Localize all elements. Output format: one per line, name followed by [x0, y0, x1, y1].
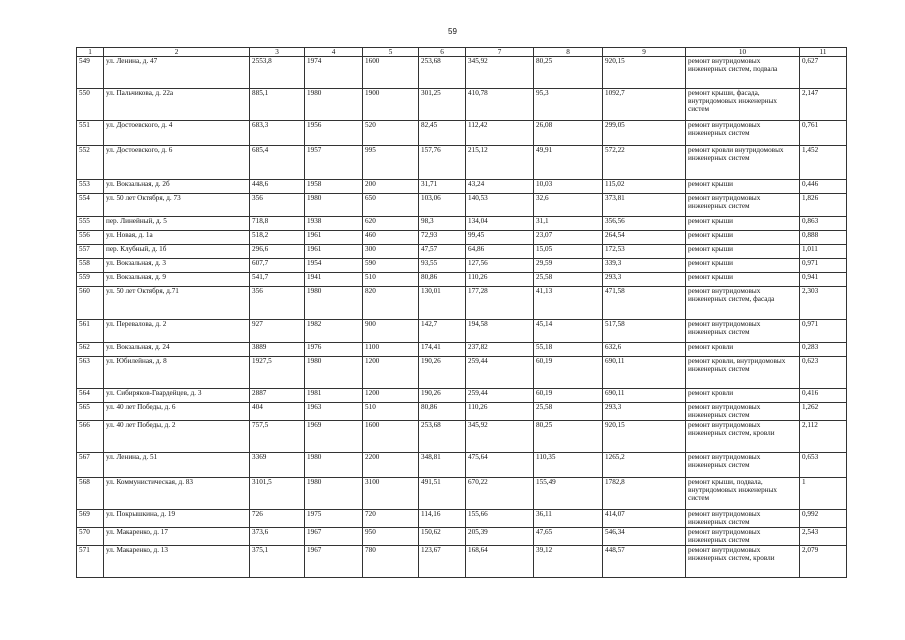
table-cell: 510: [363, 273, 419, 287]
table-cell: 1967: [305, 528, 363, 546]
table-row: [77, 231, 847, 245]
table-cell: 1200: [363, 389, 419, 403]
table-cell: 780: [363, 546, 419, 578]
column-header: 10: [686, 48, 800, 57]
table-cell: 375,1: [250, 546, 305, 578]
table-cell: 80,86: [419, 273, 466, 287]
table-cell: ремонт внутридомовых инженерных систем, фасада: [686, 287, 800, 320]
table-cell: 517,58: [603, 320, 686, 343]
table-row: [77, 510, 847, 528]
table-cell: 373,81: [603, 194, 686, 217]
table-cell: 546,34: [603, 528, 686, 546]
table-cell: 563: [77, 357, 104, 389]
table-cell: ул. Ленина, д. 51: [104, 453, 250, 478]
table-cell: 299,05: [603, 121, 686, 146]
table-cell: 650: [363, 194, 419, 217]
table-cell: 110,35: [534, 453, 603, 478]
table-cell: 556: [77, 231, 104, 245]
table-cell: 569: [77, 510, 104, 528]
table-cell: 1981: [305, 389, 363, 403]
table-cell: 345,92: [466, 421, 534, 453]
table-row: [77, 245, 847, 259]
table-cell: 253,68: [419, 57, 466, 89]
table-cell: 15,05: [534, 245, 603, 259]
table-cell: 757,5: [250, 421, 305, 453]
table-row: [77, 357, 847, 389]
column-header: 11: [800, 48, 847, 57]
table-cell: 110,26: [466, 273, 534, 287]
table-row: [77, 478, 847, 510]
table-cell: 293,3: [603, 273, 686, 287]
table-cell: 264,54: [603, 231, 686, 245]
table-cell: 414,07: [603, 510, 686, 528]
table-cell: ул. Коммунистическая, д. 83: [104, 478, 250, 510]
table-cell: 632,6: [603, 343, 686, 357]
table-cell: ул. Макаренко, д. 17: [104, 528, 250, 546]
table-cell: 683,3: [250, 121, 305, 146]
table-cell: ремонт внутридомовых инженерных систем: [686, 510, 800, 528]
table-cell: 551: [77, 121, 104, 146]
table-cell: 177,28: [466, 287, 534, 320]
table-cell: 720: [363, 510, 419, 528]
table-cell: ремонт кровли, внутридомовых инженерных систем: [686, 357, 800, 389]
housing-repair-table: [76, 47, 847, 578]
table-cell: 1600: [363, 57, 419, 89]
table-cell: 155,49: [534, 478, 603, 510]
table-cell: 1,011: [800, 245, 847, 259]
table-cell: 1980: [305, 357, 363, 389]
table-cell: 460: [363, 231, 419, 245]
table-row: [77, 287, 847, 320]
column-header: 9: [603, 48, 686, 57]
table-cell: 32,6: [534, 194, 603, 217]
table-cell: 194,58: [466, 320, 534, 343]
table-cell: 885,1: [250, 89, 305, 121]
table-cell: 2,079: [800, 546, 847, 578]
table-cell: 553: [77, 180, 104, 194]
table-cell: 0,992: [800, 510, 847, 528]
table-cell: 1927,5: [250, 357, 305, 389]
table-row: [77, 57, 847, 89]
table-cell: 3369: [250, 453, 305, 478]
table-cell: 348,81: [419, 453, 466, 478]
table-row: [77, 273, 847, 287]
table-cell: 115,02: [603, 180, 686, 194]
table-cell: ул. 40 лет Победы, д. 2: [104, 421, 250, 453]
table-row: [77, 343, 847, 357]
table-cell: 1,452: [800, 146, 847, 180]
table-cell: 60,19: [534, 357, 603, 389]
table-cell: 690,11: [603, 357, 686, 389]
table-cell: 718,8: [250, 217, 305, 231]
table-row: [77, 403, 847, 421]
table-row: [77, 121, 847, 146]
table-cell: 3101,5: [250, 478, 305, 510]
table-cell: ул. Вокзальная, д. 9: [104, 273, 250, 287]
table-cell: ремонт кровли: [686, 389, 800, 403]
table-cell: 29,59: [534, 259, 603, 273]
table-cell: 80,25: [534, 421, 603, 453]
table-row: [77, 546, 847, 578]
table-cell: 25,58: [534, 403, 603, 421]
table-cell: 45,14: [534, 320, 603, 343]
table-cell: 550: [77, 89, 104, 121]
table-cell: 491,51: [419, 478, 466, 510]
column-number-row: [77, 48, 847, 57]
table-cell: ремонт внутридомовых инженерных систем, подвала: [686, 57, 800, 89]
table-cell: 1969: [305, 421, 363, 453]
table-cell: ул. Достоевского, д. 6: [104, 146, 250, 180]
table-row: [77, 194, 847, 217]
table-cell: 259,44: [466, 389, 534, 403]
table-cell: 123,67: [419, 546, 466, 578]
table-cell: ул. Вокзальная, д. 24: [104, 343, 250, 357]
table-cell: 80,86: [419, 403, 466, 421]
table-cell: 1200: [363, 357, 419, 389]
table-cell: 1600: [363, 421, 419, 453]
table-cell: ул. Пальчикова, д. 22а: [104, 89, 250, 121]
table-cell: 2,112: [800, 421, 847, 453]
table-cell: 356,56: [603, 217, 686, 231]
table-cell: 140,53: [466, 194, 534, 217]
table-cell: 448,57: [603, 546, 686, 578]
table-cell: 356: [250, 287, 305, 320]
table-cell: 607,7: [250, 259, 305, 273]
table-cell: 1,826: [800, 194, 847, 217]
table-cell: 339,3: [603, 259, 686, 273]
table-cell: 155,66: [466, 510, 534, 528]
table-cell: 10,03: [534, 180, 603, 194]
table-cell: 47,57: [419, 245, 466, 259]
table-cell: ремонт внутридомовых инженерных систем: [686, 453, 800, 478]
table-cell: ул. Ленина, д. 47: [104, 57, 250, 89]
table-row: [77, 180, 847, 194]
table-cell: 900: [363, 320, 419, 343]
table-cell: 560: [77, 287, 104, 320]
table-cell: 549: [77, 57, 104, 89]
table-cell: 566: [77, 421, 104, 453]
table-cell: 590: [363, 259, 419, 273]
table-cell: ул. Вокзальная, д. 2б: [104, 180, 250, 194]
table-cell: ремонт внутридомовых инженерных систем: [686, 403, 800, 421]
table-cell: 1961: [305, 245, 363, 259]
table-cell: 0,627: [800, 57, 847, 89]
column-header: 4: [305, 48, 363, 57]
table-cell: 1961: [305, 231, 363, 245]
table-cell: 541,7: [250, 273, 305, 287]
column-header: 8: [534, 48, 603, 57]
table-cell: ул. 50 лет Октября, д. 73: [104, 194, 250, 217]
table-cell: ремонт внутридомовых инженерных систем: [686, 320, 800, 343]
table-cell: 3100: [363, 478, 419, 510]
table-cell: 36,11: [534, 510, 603, 528]
table-cell: 80,25: [534, 57, 603, 89]
table-cell: ремонт внутридомовых инженерных систем: [686, 528, 800, 546]
table-cell: 1980: [305, 287, 363, 320]
table-cell: 2200: [363, 453, 419, 478]
table-cell: 1900: [363, 89, 419, 121]
table-cell: 31,1: [534, 217, 603, 231]
table-cell: 64,86: [466, 245, 534, 259]
table-cell: 1980: [305, 453, 363, 478]
table-cell: 410,78: [466, 89, 534, 121]
table-cell: 1954: [305, 259, 363, 273]
table-cell: ул. 40 лет Победы, д. 6: [104, 403, 250, 421]
table-cell: ул. Новая, д. 1а: [104, 231, 250, 245]
table-cell: ремонт крыши, подвала, внутридомовых инженерных систем: [686, 478, 800, 510]
table-cell: ремонт внутридомовых инженерных систем, кровли: [686, 421, 800, 453]
table-cell: 301,25: [419, 89, 466, 121]
table-cell: ул. Перевалова, д. 2: [104, 320, 250, 343]
table-cell: 471,58: [603, 287, 686, 320]
table-cell: 1265,2: [603, 453, 686, 478]
table-cell: 1982: [305, 320, 363, 343]
table-cell: ремонт крыши: [686, 180, 800, 194]
table-cell: ремонт крыши: [686, 259, 800, 273]
table-cell: 150,62: [419, 528, 466, 546]
table-cell: 72,93: [419, 231, 466, 245]
table-cell: 570: [77, 528, 104, 546]
table-cell: 559: [77, 273, 104, 287]
table-cell: 1976: [305, 343, 363, 357]
table-cell: ул. Макаренко, д. 13: [104, 546, 250, 578]
table-row: [77, 453, 847, 478]
table-cell: 25,58: [534, 273, 603, 287]
table-row: [77, 146, 847, 180]
table-cell: 1941: [305, 273, 363, 287]
table-cell: 47,65: [534, 528, 603, 546]
table-cell: 0,283: [800, 343, 847, 357]
table-cell: 98,3: [419, 217, 466, 231]
table-cell: 1980: [305, 89, 363, 121]
table-cell: 554: [77, 194, 104, 217]
column-header: 7: [466, 48, 534, 57]
table-row: [77, 421, 847, 453]
column-header: 5: [363, 48, 419, 57]
table-cell: 2,543: [800, 528, 847, 546]
table-cell: 103,06: [419, 194, 466, 217]
table-cell: 995: [363, 146, 419, 180]
table-row: [77, 389, 847, 403]
table-cell: 2887: [250, 389, 305, 403]
table-cell: 95,3: [534, 89, 603, 121]
table-cell: 190,26: [419, 357, 466, 389]
table-cell: 356: [250, 194, 305, 217]
table-cell: 1: [800, 478, 847, 510]
table-cell: 510: [363, 403, 419, 421]
table-cell: 49,91: [534, 146, 603, 180]
table-cell: 1975: [305, 510, 363, 528]
table-cell: 670,22: [466, 478, 534, 510]
column-header: 2: [104, 48, 250, 57]
table-cell: 0,863: [800, 217, 847, 231]
table-cell: 200: [363, 180, 419, 194]
table-cell: 41,13: [534, 287, 603, 320]
table-cell: ул. 50 лет Октября, д.71: [104, 287, 250, 320]
table-cell: 561: [77, 320, 104, 343]
table-cell: ремонт крыши: [686, 231, 800, 245]
table-cell: 1957: [305, 146, 363, 180]
table-row: [77, 89, 847, 121]
table-cell: 39,12: [534, 546, 603, 578]
table-cell: 0,761: [800, 121, 847, 146]
table-cell: 552: [77, 146, 104, 180]
table-cell: 26,08: [534, 121, 603, 146]
page-number: 59: [448, 27, 457, 36]
table-cell: 0,653: [800, 453, 847, 478]
table-cell: 110,26: [466, 403, 534, 421]
table-cell: 1963: [305, 403, 363, 421]
table-cell: ул. Юбилейная, д. 8: [104, 357, 250, 389]
table-cell: 300: [363, 245, 419, 259]
table-cell: 259,44: [466, 357, 534, 389]
table-cell: 448,6: [250, 180, 305, 194]
table-cell: ул. Достоевского, д. 4: [104, 121, 250, 146]
table-cell: 0,446: [800, 180, 847, 194]
table-cell: 620: [363, 217, 419, 231]
table-cell: 345,92: [466, 57, 534, 89]
table-cell: 0,416: [800, 389, 847, 403]
table-cell: 55,18: [534, 343, 603, 357]
table-cell: 2,147: [800, 89, 847, 121]
table-cell: ремонт кровли: [686, 343, 800, 357]
table-cell: 564: [77, 389, 104, 403]
table-cell: 142,7: [419, 320, 466, 343]
table-cell: 1782,8: [603, 478, 686, 510]
table-row: [77, 217, 847, 231]
table-cell: 2,303: [800, 287, 847, 320]
table-cell: 1980: [305, 478, 363, 510]
table-cell: 690,11: [603, 389, 686, 403]
table-body: [77, 57, 847, 578]
table-cell: 1100: [363, 343, 419, 357]
column-header: 1: [77, 48, 104, 57]
table-cell: пер. Линейный, д. 5: [104, 217, 250, 231]
table-cell: 1967: [305, 546, 363, 578]
table-cell: 237,82: [466, 343, 534, 357]
table-cell: 820: [363, 287, 419, 320]
table-cell: ул. Сибиряков-Гвардейцев, д. 3: [104, 389, 250, 403]
table-cell: 572,22: [603, 146, 686, 180]
table-cell: 190,26: [419, 389, 466, 403]
table-cell: 565: [77, 403, 104, 421]
table-cell: 568: [77, 478, 104, 510]
table-cell: 1974: [305, 57, 363, 89]
table-cell: 293,3: [603, 403, 686, 421]
table-cell: 2553,8: [250, 57, 305, 89]
table-cell: пер. Клубный, д. 1б: [104, 245, 250, 259]
table-cell: ремонт крыши: [686, 245, 800, 259]
table-cell: ремонт крыши: [686, 217, 800, 231]
table-cell: 567: [77, 453, 104, 478]
table-cell: ремонт внутридомовых инженерных систем, кровли: [686, 546, 800, 578]
table-cell: 0,971: [800, 320, 847, 343]
table-cell: 404: [250, 403, 305, 421]
table-cell: 0,888: [800, 231, 847, 245]
table-cell: 174,41: [419, 343, 466, 357]
table-cell: ремонт кровли внутридомовых инженерных систем: [686, 146, 800, 180]
table-cell: ремонт внутридомовых инженерных систем: [686, 194, 800, 217]
table-cell: 558: [77, 259, 104, 273]
table-cell: 1956: [305, 121, 363, 146]
table-cell: 43,24: [466, 180, 534, 194]
table-cell: 0,623: [800, 357, 847, 389]
table-cell: 93,55: [419, 259, 466, 273]
table-cell: 168,64: [466, 546, 534, 578]
table-cell: 520: [363, 121, 419, 146]
table-cell: ул. Вокзальная, д. 3: [104, 259, 250, 273]
table-cell: 82,45: [419, 121, 466, 146]
table-cell: ремонт крыши, фасада, внутридомовых инженерных систем: [686, 89, 800, 121]
table-cell: ремонт внутридомовых инженерных систем: [686, 121, 800, 146]
table-cell: 571: [77, 546, 104, 578]
table-cell: 172,53: [603, 245, 686, 259]
table-cell: 927: [250, 320, 305, 343]
table-cell: 373,6: [250, 528, 305, 546]
table-cell: 555: [77, 217, 104, 231]
table-cell: 920,15: [603, 421, 686, 453]
table-cell: 23,07: [534, 231, 603, 245]
table-row: [77, 259, 847, 273]
table-cell: 3889: [250, 343, 305, 357]
table-cell: ремонт крыши: [686, 273, 800, 287]
table-cell: 114,16: [419, 510, 466, 528]
table-cell: 726: [250, 510, 305, 528]
table-cell: 1980: [305, 194, 363, 217]
table-cell: 31,71: [419, 180, 466, 194]
table-cell: 557: [77, 245, 104, 259]
table-cell: 296,6: [250, 245, 305, 259]
table-cell: 950: [363, 528, 419, 546]
table-cell: 127,56: [466, 259, 534, 273]
table-cell: 562: [77, 343, 104, 357]
table-cell: 0,971: [800, 259, 847, 273]
table-cell: 518,2: [250, 231, 305, 245]
table-cell: 685,4: [250, 146, 305, 180]
table-cell: 475,64: [466, 453, 534, 478]
table-cell: 0,941: [800, 273, 847, 287]
table-row: [77, 528, 847, 546]
table-cell: 60,19: [534, 389, 603, 403]
table-cell: 205,39: [466, 528, 534, 546]
table-cell: 215,12: [466, 146, 534, 180]
table-cell: 130,01: [419, 287, 466, 320]
column-header: 6: [419, 48, 466, 57]
table-cell: 157,76: [419, 146, 466, 180]
table-cell: 1958: [305, 180, 363, 194]
table-cell: ул. Покрышкина, д. 19: [104, 510, 250, 528]
column-header: 3: [250, 48, 305, 57]
table-cell: 1,262: [800, 403, 847, 421]
table-row: [77, 320, 847, 343]
table-cell: 253,68: [419, 421, 466, 453]
table-cell: 112,42: [466, 121, 534, 146]
table-cell: 99,45: [466, 231, 534, 245]
table-cell: 920,15: [603, 57, 686, 89]
table-cell: 134,04: [466, 217, 534, 231]
table-cell: 1092,7: [603, 89, 686, 121]
table-cell: 1938: [305, 217, 363, 231]
